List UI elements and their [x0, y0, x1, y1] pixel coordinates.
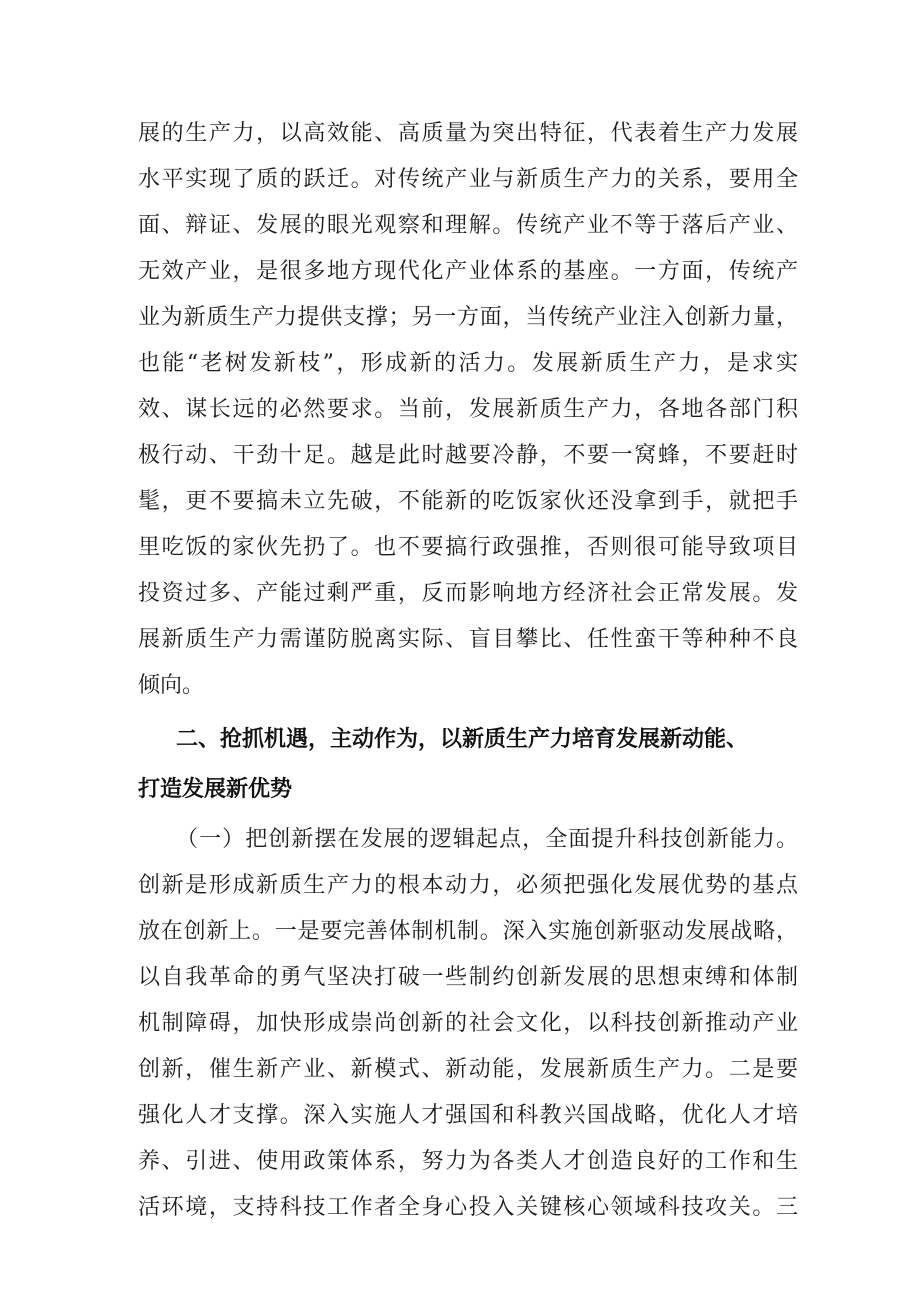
- text-line: 无效产业，是很多地方现代化产业体系的基座。一方面，传统产: [138, 259, 798, 284]
- text-line: 放在创新上。一是要完善体制机制。深入实施创新驱动发展战略，: [138, 919, 798, 944]
- text-line: 展新质生产力需谨防脱离实际、盲目攀比、任性蛮干等种种不良: [138, 627, 798, 652]
- text-line: 展的生产力，以高效能、高质量为突出特征，代表着生产力发展: [138, 121, 798, 146]
- text-line: 活环境，支持科技工作者全身心投入关键核心领域科技攻关。三: [138, 1195, 798, 1220]
- text-line: 倾向。: [138, 673, 205, 698]
- text-line: 创新是形成新质生产力的根本动力，必须把强化发展优势的基点: [138, 873, 798, 898]
- text-line: 也能“老树发新枝”，形成新的活力。发展新质生产力，是求实: [138, 351, 798, 376]
- text-line: 养、引进、使用政策体系，努力为各类人才创造良好的工作和生: [138, 1149, 798, 1174]
- text-line: 业为新质生产力提供支撑；另一方面，当传统产业注入创新力量，: [138, 305, 798, 330]
- heading-line: 二、抢抓机遇，主动作为，以新质生产力培育发展新动能、: [176, 727, 749, 752]
- heading-line: 打造发展新优势: [138, 777, 293, 802]
- text-line: 机制障碍，加快形成崇尚创新的社会文化，以科技创新推动产业: [138, 1011, 798, 1036]
- text-line: （一）把创新摆在发展的逻辑起点，全面提升科技创新能力。: [176, 827, 798, 852]
- text-line: 髦，更不要搞未立先破，不能新的吃饭家伙还没拿到手，就把手: [138, 489, 798, 514]
- text-line: 水平实现了质的跃迁。对传统产业与新质生产力的关系，要用全: [138, 167, 798, 192]
- text-line: 极行动、干劲十足。越是此时越要冷静，不要一窝蜂，不要赶时: [138, 443, 798, 468]
- text-line: 创新，催生新产业、新模式、新动能，发展新质生产力。二是要: [138, 1057, 798, 1082]
- text-line: 面、辩证、发展的眼光观察和理解。传统产业不等于落后产业、: [138, 213, 798, 238]
- text-line: 效、谋长远的必然要求。当前，发展新质生产力，各地各部门积: [138, 397, 798, 422]
- text-line: 以自我革命的勇气坚决打破一些制约创新发展的思想束缚和体制: [138, 965, 798, 990]
- text-line: 强化人才支撑。深入实施人才强国和科教兴国战略，优化人才培: [138, 1103, 798, 1128]
- text-line: 里吃饭的家伙先扔了。也不要搞行政强推，否则很可能导致项目: [138, 535, 798, 560]
- text-line: 投资过多、产能过剩严重，反而影响地方经济社会正常发展。发: [138, 581, 798, 606]
